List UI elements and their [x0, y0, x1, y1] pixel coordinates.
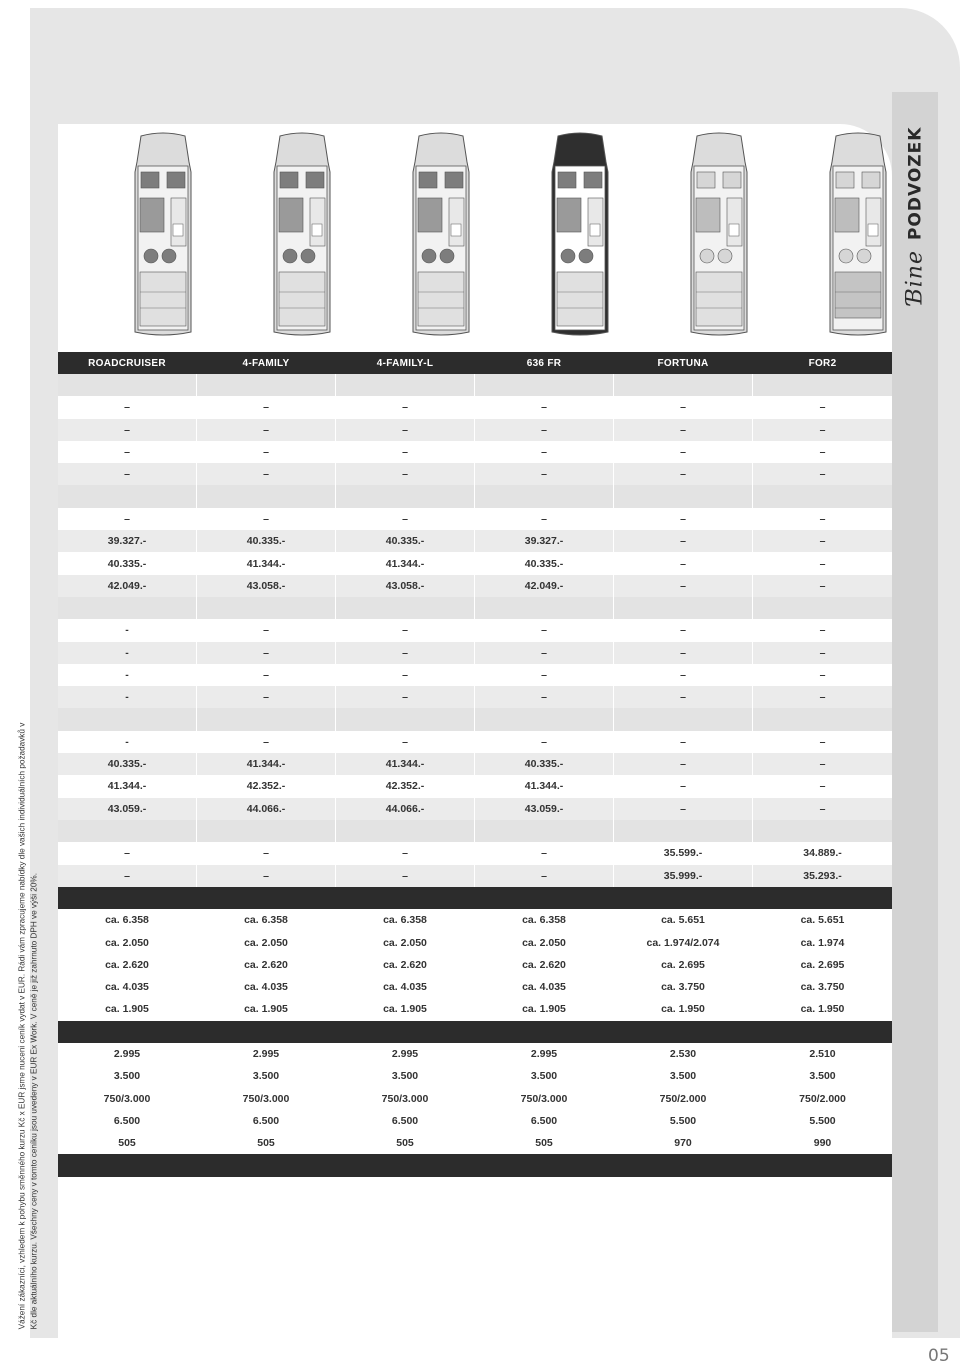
table-cell	[475, 597, 614, 619]
table-row	[58, 1021, 892, 1043]
table-cell	[197, 1021, 336, 1043]
table-cell: –	[197, 419, 336, 441]
table-cell: 750/2.000	[753, 1088, 892, 1110]
table-row	[58, 597, 892, 619]
table-cell: ca. 1.905	[197, 998, 336, 1020]
table-cell: 35.599.-	[614, 842, 753, 864]
table-cell: 41.344.-	[475, 775, 614, 797]
table-cell: 2.530	[614, 1043, 753, 1065]
table-cell	[614, 820, 753, 842]
table-cell	[753, 887, 892, 909]
table-cell: 990	[753, 1132, 892, 1154]
table-row	[58, 865, 892, 887]
table-cell	[614, 708, 753, 730]
table-cell: –	[197, 396, 336, 418]
table-cell	[58, 597, 197, 619]
table-cell: 6.500	[58, 1110, 197, 1132]
table-cell: 2.995	[336, 1043, 475, 1065]
table-cell	[336, 1021, 475, 1043]
table-cell: –	[753, 642, 892, 664]
section-title: PODVOZEK	[905, 126, 926, 240]
table-cell: 750/3.000	[475, 1088, 614, 1110]
table-cell: –	[336, 664, 475, 686]
table-row	[58, 463, 892, 485]
table-cell: ca. 2.050	[58, 931, 197, 953]
table-cell: –	[753, 508, 892, 530]
table-cell	[197, 374, 336, 396]
table-cell: 3.500	[197, 1065, 336, 1087]
table-cell: 40.335.-	[58, 552, 197, 574]
table-cell: -	[58, 731, 197, 753]
table-cell: –	[336, 508, 475, 530]
table-cell: –	[753, 463, 892, 485]
table-cell	[753, 1154, 892, 1176]
table-cell	[58, 1154, 197, 1176]
table-row	[58, 1154, 892, 1176]
van-floorplan-icon	[372, 132, 510, 344]
table-cell: ca. 2.050	[197, 931, 336, 953]
table-cell: –	[475, 619, 614, 641]
table-cell: 505	[336, 1132, 475, 1154]
table-row	[58, 575, 892, 597]
table-cell: –	[58, 396, 197, 418]
table-cell: ca. 4.035	[475, 976, 614, 998]
table-cell	[475, 708, 614, 730]
table-cell: –	[336, 731, 475, 753]
table-row	[58, 686, 892, 708]
table-row	[58, 441, 892, 463]
table-cell: –	[614, 419, 753, 441]
table-cell	[336, 708, 475, 730]
table-cell: ca. 2.050	[475, 931, 614, 953]
table-cell	[336, 887, 475, 909]
table-cell: –	[475, 842, 614, 864]
table-cell: –	[475, 865, 614, 887]
table-cell: 43.059.-	[475, 798, 614, 820]
table-cell: 2.995	[197, 1043, 336, 1065]
table-cell: –	[753, 798, 892, 820]
price-note-line-2: Kč dle aktuálního kurzu. Všechny ceny v tomto ceníku jsou uvedeny v EUR Ex Work. V ceně je již zahrnuto DPH ve výši 20%.	[29, 873, 39, 1330]
table-cell: –	[753, 575, 892, 597]
table-cell: –	[336, 865, 475, 887]
table-cell: 42.049.-	[475, 575, 614, 597]
table-cell: 505	[475, 1132, 614, 1154]
table-cell: 42.049.-	[58, 575, 197, 597]
table-cell: –	[336, 686, 475, 708]
table-cell: 40.335.-	[58, 753, 197, 775]
table-cell	[614, 485, 753, 507]
table-cell: 5.500	[753, 1110, 892, 1132]
table-cell: 3.500	[614, 1065, 753, 1087]
table-cell: 44.066.-	[336, 798, 475, 820]
table-cell	[614, 1154, 753, 1176]
table-cell: –	[336, 396, 475, 418]
table-cell: 35.999.-	[614, 865, 753, 887]
table-row	[58, 998, 892, 1020]
table-cell: –	[614, 463, 753, 485]
table-row	[58, 1065, 892, 1087]
table-row	[58, 642, 892, 664]
table-cell: ca. 4.035	[336, 976, 475, 998]
table-row	[58, 1132, 892, 1154]
brand-logo: Ɓine	[902, 249, 928, 304]
page-number: 05	[928, 1346, 950, 1366]
price-note	[6, 716, 50, 1336]
table-cell	[475, 374, 614, 396]
table-cell: –	[475, 664, 614, 686]
van-floorplan-icon	[650, 132, 788, 344]
table-cell: ca. 2.620	[336, 954, 475, 976]
table-cell: 970	[614, 1132, 753, 1154]
table-cell	[58, 485, 197, 507]
table-row	[58, 954, 892, 976]
table-cell: –	[475, 686, 614, 708]
table-row	[58, 976, 892, 998]
table-cell	[753, 820, 892, 842]
table-cell: ca. 2.620	[58, 954, 197, 976]
table-cell	[58, 820, 197, 842]
table-cell: –	[336, 842, 475, 864]
table-cell: –	[614, 753, 753, 775]
table-cell: –	[614, 619, 753, 641]
table-cell: 2.995	[58, 1043, 197, 1065]
table-cell	[336, 597, 475, 619]
table-cell: –	[197, 842, 336, 864]
table-cell: ca. 2.695	[753, 954, 892, 976]
table-cell: –	[753, 419, 892, 441]
table-cell: 40.335.-	[336, 530, 475, 552]
table-cell: ca. 4.035	[58, 976, 197, 998]
table-cell: –	[197, 865, 336, 887]
table-row	[58, 1110, 892, 1132]
van-floorplan-icon	[789, 132, 927, 344]
table-cell: 42.352.-	[336, 775, 475, 797]
table-cell: 2.995	[475, 1043, 614, 1065]
table-cell: –	[614, 530, 753, 552]
table-cell: –	[753, 396, 892, 418]
table-cell: 3.500	[753, 1065, 892, 1087]
table-row	[58, 708, 892, 730]
table-cell: ca. 1.950	[614, 998, 753, 1020]
table-cell	[614, 597, 753, 619]
table-cell: 41.344.-	[336, 753, 475, 775]
table-cell: –	[753, 619, 892, 641]
table-cell: 6.500	[336, 1110, 475, 1132]
table-cell	[58, 374, 197, 396]
table-cell: -	[58, 619, 197, 641]
table-cell	[475, 1021, 614, 1043]
table-row	[58, 552, 892, 574]
table-cell: –	[614, 798, 753, 820]
table-row	[58, 1088, 892, 1110]
table-row	[58, 931, 892, 953]
table-cell: ca. 1.950	[753, 998, 892, 1020]
table-cell	[475, 887, 614, 909]
table-cell: 39.327.-	[475, 530, 614, 552]
table-cell: –	[197, 441, 336, 463]
table-cell	[197, 708, 336, 730]
table-cell: –	[197, 731, 336, 753]
table-cell: -	[58, 642, 197, 664]
table-cell: ca. 5.651	[753, 909, 892, 931]
table-cell: –	[197, 508, 336, 530]
table-cell	[197, 485, 336, 507]
table-cell: –	[197, 619, 336, 641]
table-row	[58, 842, 892, 864]
table-cell: –	[475, 441, 614, 463]
table-cell: 750/3.000	[197, 1088, 336, 1110]
table-cell: 35.293.-	[753, 865, 892, 887]
table-cell	[753, 374, 892, 396]
table-row	[58, 909, 892, 931]
table-cell: 43.058.-	[336, 575, 475, 597]
table-cell: 39.327.-	[58, 530, 197, 552]
table-cell: 2.510	[753, 1043, 892, 1065]
table-row	[58, 887, 892, 909]
table-cell: –	[614, 441, 753, 463]
table-cell: ca. 2.050	[336, 931, 475, 953]
table-cell: –	[614, 575, 753, 597]
table-cell: –	[614, 686, 753, 708]
header-cell: FOR2	[808, 357, 837, 369]
table-cell: –	[197, 664, 336, 686]
table-cell: –	[336, 419, 475, 441]
table-cell	[753, 1021, 892, 1043]
table-cell: ca. 1.905	[475, 998, 614, 1020]
floorplans	[58, 132, 892, 344]
table-cell: –	[58, 463, 197, 485]
table-cell: –	[753, 530, 892, 552]
table-cell: –	[614, 642, 753, 664]
table-cell: –	[475, 396, 614, 418]
table-cell	[475, 1154, 614, 1176]
table-row	[58, 1043, 892, 1065]
price-note-line-1: Vážení zákazníci, vzhledem k pohybu směnného kurzu Kč x EUR jsme nuceni ceník vydat v EUR. Rádi vám zpracujeme nabídky dle vašich individuálních požadavků v	[17, 722, 27, 1330]
table-cell: 40.335.-	[475, 753, 614, 775]
table-cell: –	[336, 642, 475, 664]
table-cell: –	[614, 664, 753, 686]
table-cell: –	[614, 731, 753, 753]
table-row	[58, 753, 892, 775]
table-row	[58, 820, 892, 842]
table-cell: –	[58, 441, 197, 463]
table-row	[58, 798, 892, 820]
table-row	[58, 619, 892, 641]
table-cell	[614, 1021, 753, 1043]
table-cell: –	[58, 865, 197, 887]
table-cell	[336, 820, 475, 842]
table-cell: 505	[58, 1132, 197, 1154]
table-row	[58, 396, 892, 418]
table-cell	[475, 820, 614, 842]
table-cell: ca. 4.035	[197, 976, 336, 998]
table-cell	[614, 887, 753, 909]
table-cell: –	[753, 552, 892, 574]
table-cell	[197, 820, 336, 842]
table-header	[58, 352, 892, 374]
table-cell: –	[614, 396, 753, 418]
van-floorplan-icon	[94, 132, 232, 344]
header-cell: 636 FR	[475, 352, 614, 374]
van-floorplan-icon	[233, 132, 371, 344]
table-cell: ca. 1.905	[58, 998, 197, 1020]
table-cell: –	[614, 775, 753, 797]
table-cell: –	[475, 731, 614, 753]
table-cell: 41.344.-	[336, 552, 475, 574]
table-cell	[336, 1154, 475, 1176]
table-cell: -	[58, 664, 197, 686]
table-cell: 43.059.-	[58, 798, 197, 820]
table-cell: –	[336, 463, 475, 485]
table-cell: 43.058.-	[197, 575, 336, 597]
table-row	[58, 508, 892, 530]
table-cell: ca. 1.974/2.074	[614, 931, 753, 953]
header-cell: 4-FAMILY	[197, 352, 336, 374]
table-cell	[58, 708, 197, 730]
table-cell: –	[753, 686, 892, 708]
table-cell	[475, 485, 614, 507]
table-cell: ca. 6.358	[197, 909, 336, 931]
table-cell	[336, 485, 475, 507]
table-cell: ca. 3.750	[614, 976, 753, 998]
table-cell: –	[197, 686, 336, 708]
table-cell: ca. 5.651	[614, 909, 753, 931]
table-cell: ca. 6.358	[475, 909, 614, 931]
table-cell: 41.344.-	[58, 775, 197, 797]
table-cell: –	[753, 731, 892, 753]
table-cell: ca. 2.620	[197, 954, 336, 976]
table-cell	[336, 374, 475, 396]
table-cell	[197, 1154, 336, 1176]
table-cell: –	[336, 619, 475, 641]
table-cell: ca. 2.620	[475, 954, 614, 976]
table-cell: –	[753, 753, 892, 775]
table-cell: ca. 6.358	[336, 909, 475, 931]
table-row	[58, 485, 892, 507]
table-cell: –	[614, 552, 753, 574]
table-cell: –	[336, 441, 475, 463]
table-cell: 44.066.-	[197, 798, 336, 820]
table-cell: ca. 1.905	[336, 998, 475, 1020]
table-cell: –	[58, 419, 197, 441]
table-cell: 42.352.-	[197, 775, 336, 797]
table-cell: –	[475, 642, 614, 664]
table-row	[58, 419, 892, 441]
table-cell: –	[753, 664, 892, 686]
table-cell: –	[58, 508, 197, 530]
spec-table	[58, 352, 892, 1177]
table-cell: ca. 6.358	[58, 909, 197, 931]
table-cell: 40.335.-	[197, 530, 336, 552]
table-cell: -	[58, 686, 197, 708]
table-cell	[614, 374, 753, 396]
table-cell	[58, 887, 197, 909]
table-cell: 6.500	[475, 1110, 614, 1132]
table-cell: 6.500	[197, 1110, 336, 1132]
table-cell: –	[475, 508, 614, 530]
table-cell: 505	[197, 1132, 336, 1154]
table-cell	[753, 597, 892, 619]
table-cell: ca. 1.974	[753, 931, 892, 953]
header-cell: ROADCRUISER	[58, 352, 197, 374]
table-cell: –	[475, 419, 614, 441]
table-cell: 5.500	[614, 1110, 753, 1132]
table-cell: ca. 2.695	[614, 954, 753, 976]
table-row	[58, 775, 892, 797]
table-cell	[753, 485, 892, 507]
table-cell: –	[58, 842, 197, 864]
table-cell	[753, 708, 892, 730]
table-cell: 3.500	[475, 1065, 614, 1087]
table-cell: –	[197, 642, 336, 664]
table-cell	[197, 597, 336, 619]
header-cell: FORTUNA	[614, 352, 753, 374]
table-cell: 34.889.-	[753, 842, 892, 864]
table-cell: ca. 3.750	[753, 976, 892, 998]
table-cell: –	[614, 508, 753, 530]
header-cell: 4-FAMILY-L	[336, 352, 475, 374]
table-row	[58, 664, 892, 686]
table-cell: 40.335.-	[475, 552, 614, 574]
table-cell: 750/3.000	[336, 1088, 475, 1110]
table-cell: 41.344.-	[197, 753, 336, 775]
table-cell: –	[197, 463, 336, 485]
table-cell: –	[475, 463, 614, 485]
table-cell: 750/3.000	[58, 1088, 197, 1110]
table-cell: –	[753, 775, 892, 797]
table-row	[58, 374, 892, 396]
table-row	[58, 530, 892, 552]
table-cell	[58, 1021, 197, 1043]
table-cell: 3.500	[58, 1065, 197, 1087]
table-cell: –	[753, 441, 892, 463]
table-body	[58, 374, 892, 1177]
table-cell	[197, 887, 336, 909]
table-cell: 3.500	[336, 1065, 475, 1087]
table-cell: 750/2.000	[614, 1088, 753, 1110]
van-floorplan-icon	[511, 132, 649, 344]
table-cell: 41.344.-	[197, 552, 336, 574]
table-row	[58, 731, 892, 753]
